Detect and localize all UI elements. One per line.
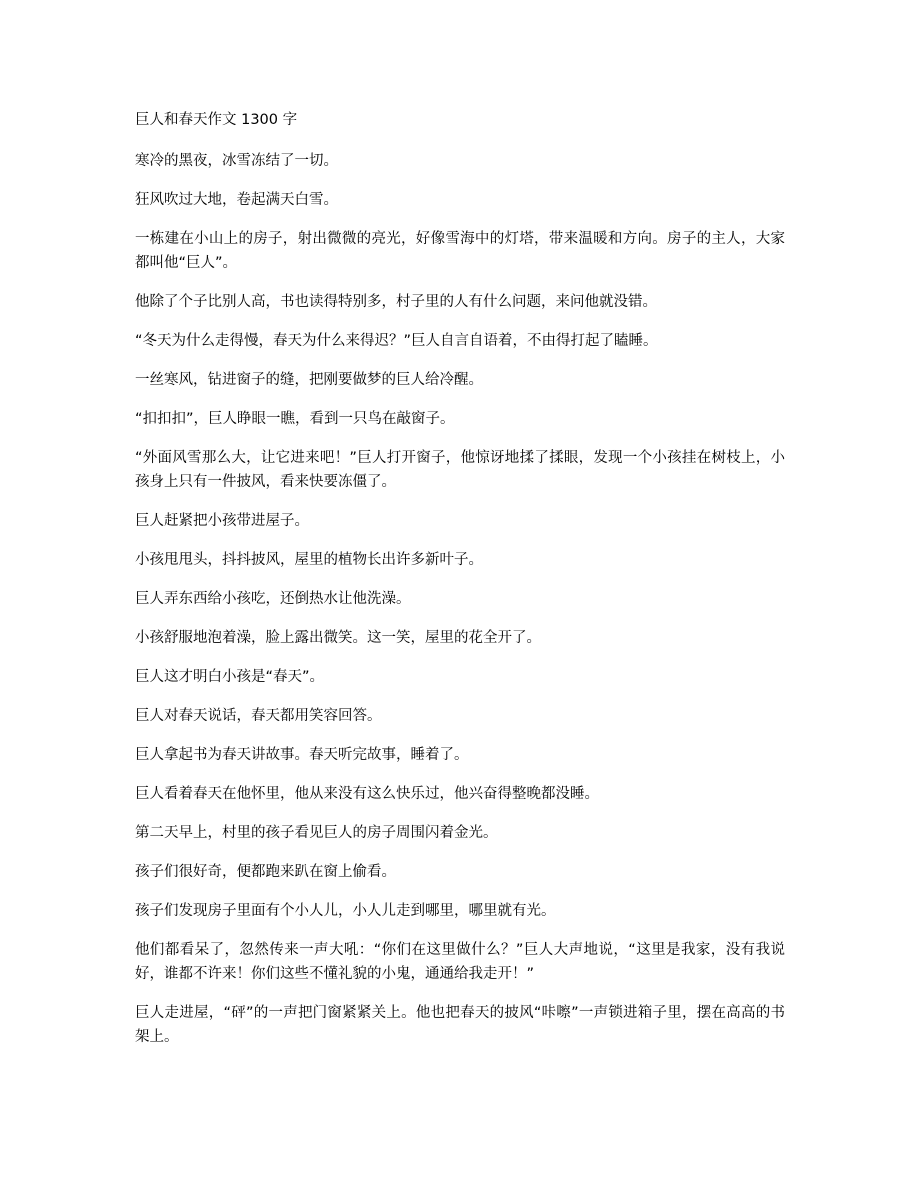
paragraph: “冬天为什么走得慢，春天为什么来得迟？”巨人自言自语着，不由得打起了瞌睡。 [135,333,658,349]
paragraph: 巨人赶紧把小孩带进屋子。 [135,513,309,529]
paragraph: 巨人看着春天在他怀里，他从来没有这么快乐过，他兴奋得整晚都没睡。 [135,786,599,802]
paragraph: 巨人弄东西给小孩吃，还倒热水让他洗澡。 [135,591,411,607]
paragraph: 狂风吹过大地，卷起满天白雪。 [135,192,338,208]
paragraph: 一丝寒风，钻进窗子的缝，把刚要做梦的巨人给冷醒。 [135,372,483,388]
paragraph: 巨人对春天说话，春天都用笑容回答。 [135,708,382,724]
document-page [135,110,785,1064]
paragraph: “扣扣扣”，巨人睁眼一瞧，看到一只鸟在敲窗子。 [135,411,455,427]
paragraph: 小孩舒服地泡着澡，脸上露出微笑。这一笑，屋里的花全开了。 [135,630,541,646]
paragraph: 一栋建在小山上的房子，射出微微的亮光，好像雪海中的灯塔，带来温暖和方向。房子的主人，大家都叫他“巨人”。 [135,231,785,271]
paragraph: 小孩甩甩头，抖抖披风，屋里的植物长出许多新叶子。 [135,552,483,568]
paragraph: 巨人拿起书为春天讲故事。春天听完故事，睡着了。 [135,747,469,763]
paragraph: 他们都看呆了，忽然传来一声大吼：“你们在这里做什么？”巨人大声地说，“这里是我家，没有我说好，谁都不许来！你们这些不懂礼貌的小鬼，通通给我走开！” [135,942,785,982]
paragraph: 他除了个子比别人高，书也读得特别多，村子里的人有什么问题，来问他就没错。 [135,294,657,310]
paragraph: “外面风雪那么大，让它进来吧！”巨人打开窗子，他惊讶地揉了揉眼，发现一个小孩挂在树枝上，小孩身上只有一件披风，看来快要冻僵了。 [135,450,785,490]
paragraph: 第二天早上，村里的孩子看见巨人的房子周围闪着金光。 [135,825,498,841]
paragraph: 孩子们发现房子里面有个小人儿，小人儿走到哪里，哪里就有光。 [135,903,556,919]
paragraph: 巨人这才明白小孩是“春天”。 [135,669,325,685]
paragraph: 巨人走进屋，“砰”的一声把门窗紧紧关上。他也把春天的披风“咔嚓”一声锁进箱子里，摆在高高的书架上。 [135,1005,785,1045]
document-title: 巨人和春天作文 1300 字 [135,112,298,128]
paragraph: 孩子们很好奇，便都跑来趴在窗上偷看。 [135,864,396,880]
paragraph: 寒冷的黑夜，冰雪冻结了一切。 [135,153,338,169]
